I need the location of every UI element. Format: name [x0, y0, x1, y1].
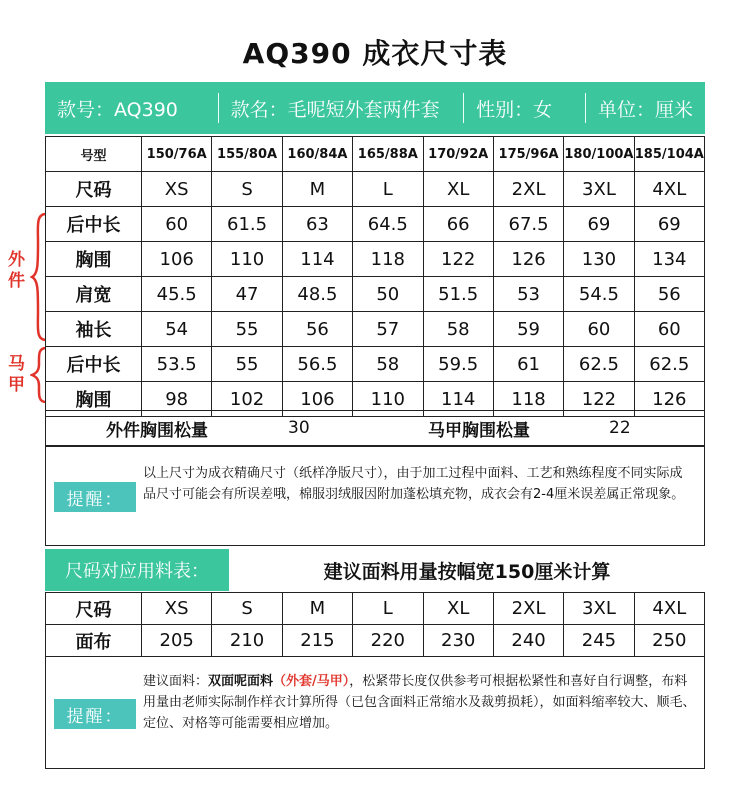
table-cell: 4XL — [634, 172, 704, 207]
table-cell: 126 — [634, 382, 704, 417]
reminder-badge: 提醒： — [54, 482, 136, 512]
table-cell: 48.5 — [282, 277, 352, 312]
table-cell: 56 — [634, 277, 704, 312]
table-cell: XS — [142, 172, 212, 207]
table-cell: 180/100A — [564, 137, 634, 172]
table-cell: 98 — [142, 382, 212, 417]
vest-ease-value: 22 — [609, 418, 631, 438]
table-cell: 205 — [142, 625, 212, 657]
model-number: 款号：AQ390 — [57, 98, 178, 121]
table-cell: 155/80A — [212, 137, 282, 172]
row-label: 袖长 — [46, 312, 142, 347]
table-row — [46, 625, 705, 657]
table-cell: 185/104A — [634, 137, 704, 172]
table-cell: 170/92A — [423, 137, 493, 172]
table-cell: 2XL — [493, 172, 563, 207]
fabric-scope: （外套/马甲） — [273, 674, 350, 689]
table-cell: L — [353, 593, 423, 625]
unit: 单位：厘米 — [597, 98, 693, 121]
table-cell: 118 — [493, 382, 563, 417]
table-cell: 60 — [634, 312, 704, 347]
table-cell: M — [282, 593, 352, 625]
table-cell: M — [282, 172, 352, 207]
table-cell: 106 — [142, 242, 212, 277]
fabric-header-label: 尺码对应用料表： — [45, 549, 229, 591]
vest-ease-label: 马甲胸围松量 — [428, 420, 530, 441]
fabric-reminder-text — [143, 671, 698, 734]
table-row — [46, 207, 705, 242]
table-cell: 150/76A — [142, 137, 212, 172]
table-cell: 4XL — [634, 593, 704, 625]
table-cell: 118 — [353, 242, 423, 277]
table-cell: 114 — [423, 382, 493, 417]
table-cell: 3XL — [564, 593, 634, 625]
table-cell: XL — [423, 593, 493, 625]
table-cell: 60 — [564, 312, 634, 347]
table-cell: 160/84A — [282, 137, 352, 172]
table-cell: 122 — [423, 242, 493, 277]
table-cell: 50 — [353, 277, 423, 312]
table-cell: 59 — [493, 312, 563, 347]
table-cell: 56 — [282, 312, 352, 347]
style-name: 款名：毛呢短外套两件套 — [230, 98, 440, 121]
table-cell: 58 — [423, 312, 493, 347]
table-cell: 215 — [282, 625, 352, 657]
table-cell: 55 — [212, 312, 282, 347]
table-cell: 56.5 — [282, 347, 352, 382]
jacket-ease-value: 30 — [288, 418, 310, 438]
table-cell: 60 — [142, 207, 212, 242]
row-label: 尺码 — [46, 172, 142, 207]
table-cell: 53.5 — [142, 347, 212, 382]
table-cell: S — [212, 172, 282, 207]
table-cell: 53 — [493, 277, 563, 312]
jacket-label: 外件 — [8, 250, 25, 291]
table-cell: 61.5 — [212, 207, 282, 242]
table-cell: 64.5 — [353, 207, 423, 242]
jacket-ease-label: 外件胸围松量 — [106, 420, 208, 441]
fabric-table — [45, 592, 705, 657]
table-row — [46, 277, 705, 312]
table-cell: XL — [423, 172, 493, 207]
table-row — [46, 242, 705, 277]
table-cell: 54.5 — [564, 277, 634, 312]
table-cell: 126 — [493, 242, 563, 277]
table-cell: 230 — [423, 625, 493, 657]
row-label: 胸围 — [46, 242, 142, 277]
fabric-header — [45, 549, 705, 591]
gender: 性别：女 — [476, 98, 553, 121]
table-cell: 59.5 — [423, 347, 493, 382]
table-cell: 67.5 — [493, 207, 563, 242]
table-cell: 106 — [282, 382, 352, 417]
table-cell: S — [212, 593, 282, 625]
page-title: AQ390 成衣尺寸表 — [242, 37, 508, 70]
table-cell: 3XL — [564, 172, 634, 207]
vest-label: 马甲 — [8, 354, 25, 395]
table-cell: 62.5 — [564, 347, 634, 382]
table-cell: 114 — [282, 242, 352, 277]
table-cell: 61 — [493, 347, 563, 382]
table-cell: 63 — [282, 207, 352, 242]
table-cell: 54 — [142, 312, 212, 347]
table-cell: 250 — [634, 625, 704, 657]
row-label: 后中长 — [46, 347, 142, 382]
fabric-reminder-badge: 提醒： — [54, 699, 136, 729]
table-cell: 110 — [353, 382, 423, 417]
table-cell: 45.5 — [142, 277, 212, 312]
table-cell: 210 — [212, 625, 282, 657]
table-cell: 69 — [634, 207, 704, 242]
table-cell: 2XL — [493, 593, 563, 625]
table-row — [46, 137, 705, 172]
table-cell: 122 — [564, 382, 634, 417]
fabric-header-text: 建议面料用量按幅宽150厘米计算 — [323, 560, 611, 583]
table-cell: 66 — [423, 207, 493, 242]
table-cell: 175/96A — [493, 137, 563, 172]
row-label: 尺码 — [46, 593, 142, 625]
table-cell: 69 — [564, 207, 634, 242]
fabric-reminder-box — [45, 656, 705, 769]
row-label: 后中长 — [46, 207, 142, 242]
table-cell: 51.5 — [423, 277, 493, 312]
table-cell: 245 — [564, 625, 634, 657]
table-cell: 57 — [353, 312, 423, 347]
table-cell: 62.5 — [634, 347, 704, 382]
table-cell: 47 — [212, 277, 282, 312]
row-label: 面布 — [46, 625, 142, 657]
fabric-note: ，松紧带长度仅供参考可根据松紧性和喜好自行调整，布料用量由老师实际制作样衣计算所得（已包含面料正常缩水及裁剪损耗），如面料缩率较大、顺毛、定位、对格等可能需要相应增加。 — [143, 674, 696, 731]
row-label: 肩宽 — [46, 277, 142, 312]
table-cell: 130 — [564, 242, 634, 277]
fabric-prefix: 建议面料： — [143, 674, 209, 689]
table-cell: 165/88A — [353, 137, 423, 172]
row-label: 号型 — [46, 137, 142, 172]
ease-row — [45, 410, 705, 446]
table-cell: 240 — [493, 625, 563, 657]
table-row — [46, 172, 705, 207]
table-cell: XS — [142, 593, 212, 625]
table-row — [46, 593, 705, 625]
size-table — [45, 136, 705, 417]
table-cell: L — [353, 172, 423, 207]
row-label: 胸围 — [46, 382, 142, 417]
table-row — [46, 312, 705, 347]
table-cell: 110 — [212, 242, 282, 277]
info-bar — [45, 82, 705, 134]
reminder-text: 以上尺寸为成衣精确尺寸（纸样净版尺寸），由于加工过程中面料、工艺和熟练程度不同实际成品尺寸可能会有所误差哦，棉服羽绒服因附加蓬松填充物，成衣会有2-4厘米误差属正常现象。 — [143, 466, 685, 502]
table-cell: 55 — [212, 347, 282, 382]
fabric-type: 双面呢面料 — [208, 674, 274, 689]
table-cell: 58 — [353, 347, 423, 382]
table-cell: 220 — [353, 625, 423, 657]
table-cell: 134 — [634, 242, 704, 277]
table-row — [46, 347, 705, 382]
reminder-box — [45, 446, 705, 546]
table-cell: 102 — [212, 382, 282, 417]
